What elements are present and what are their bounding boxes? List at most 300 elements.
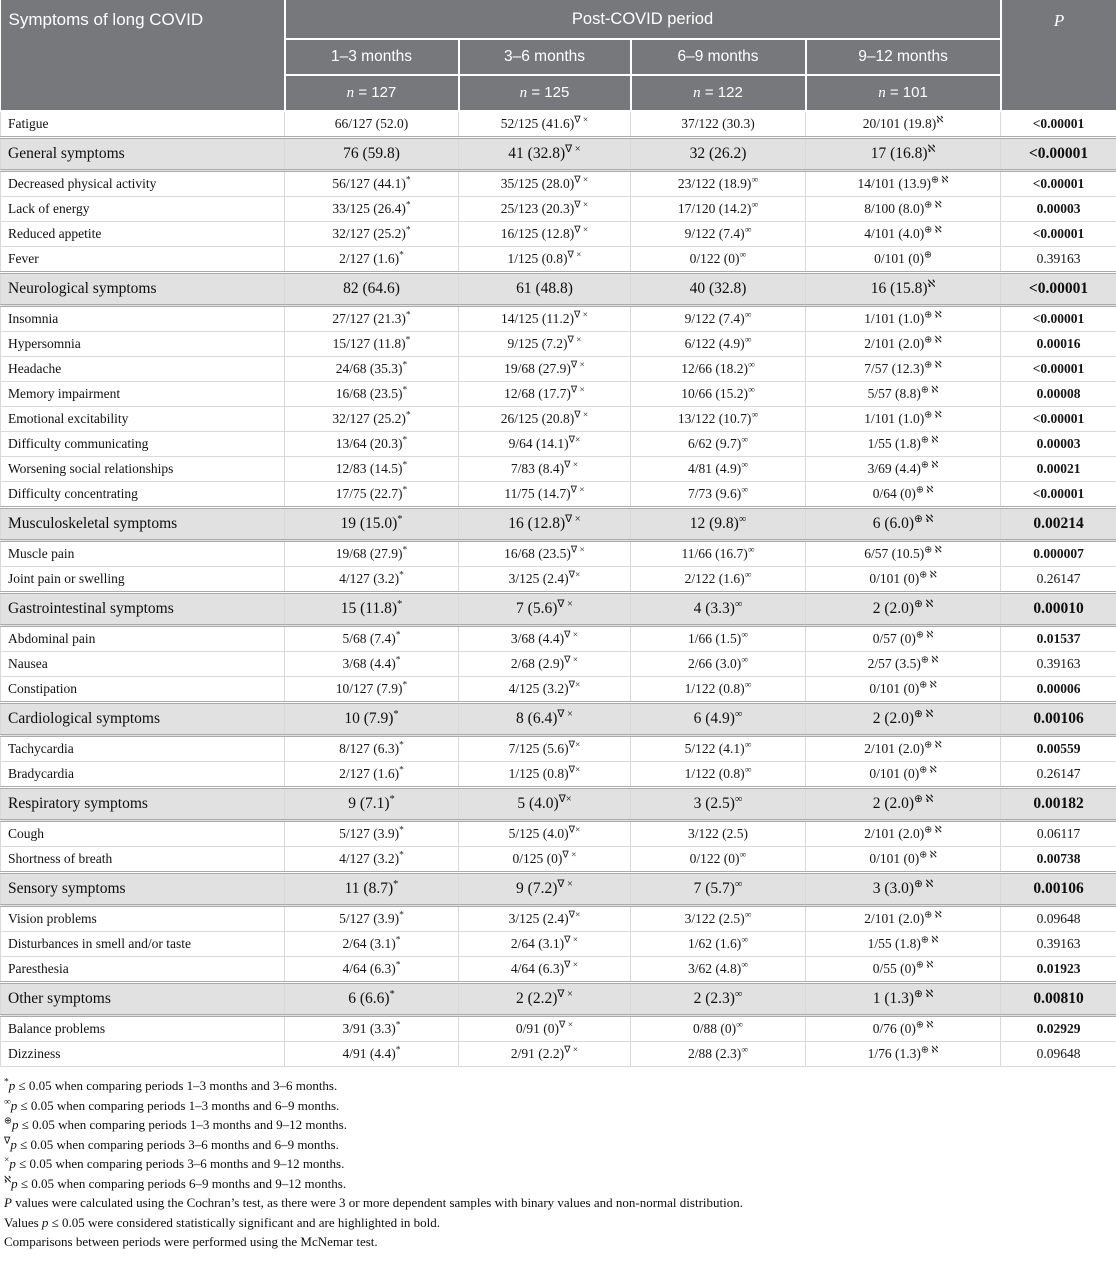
significance-markers: * (399, 571, 404, 581)
significance-markers: ∞ (739, 514, 747, 525)
value-cell: 0/76 $(0)^{\oplus ℵ}$ (806, 1016, 1001, 1042)
significance-markers: * (403, 386, 408, 396)
value-cell: 23/122 (18.9)∞ (631, 171, 806, 197)
significance-markers: * (396, 1021, 401, 1031)
value-cell: 66/127 (52.0) (285, 111, 459, 138)
significance-markers: ⊕ ℵ (924, 361, 941, 371)
significance-markers: ⊕ ℵ (914, 514, 933, 525)
significance-markers: ∞ (745, 226, 752, 236)
significance-markers: ∞ (741, 656, 748, 666)
significance-markers: ∇× (569, 571, 581, 581)
symptom-label: Headache (1, 357, 285, 382)
period-header-1-3-months: 1–3 months (285, 39, 459, 75)
symptom-row (1, 567, 1116, 593)
significance-markers: * (390, 794, 395, 805)
symptom-row (1, 222, 1116, 247)
p-value-cell: <0.00001 (1001, 482, 1116, 508)
symptom-row (1, 432, 1116, 457)
header-row-group (1, 0, 1116, 39)
value-cell: 0/64 $(0)^{\oplus ℵ}$ (806, 482, 1001, 508)
p-value-cell: 0.00010 (1001, 593, 1116, 626)
value-cell: 32/127 (25.2)* (285, 222, 459, 247)
significance-markers: ∇ × (571, 361, 585, 371)
significance-markers: ∇ × (564, 631, 578, 641)
value-cell: 3/125 (2.4)∇× (459, 567, 631, 593)
symptom-label: Abdominal pain (1, 626, 285, 652)
symptom-label: Respiratory symptoms (1, 788, 285, 821)
symptom-label: Difficulty concentrating (1, 482, 285, 508)
value-cell: 2/88 (2.3)∞ (631, 1042, 806, 1067)
significance-markers: ∇ × (574, 201, 588, 211)
value-cell: 6 (4.9)∞ (631, 703, 806, 736)
significance-markers: ∇ × (564, 656, 578, 666)
significance-markers: ∞ (745, 681, 752, 691)
significance-markers: ∇ × (574, 411, 588, 421)
p-value-cell: 0.00738 (1001, 847, 1116, 873)
value-cell: 15/127 (11.8)* (285, 332, 459, 357)
significance-markers: ∇ × (567, 336, 581, 346)
value-cell: 11 (8.7)* (285, 873, 459, 906)
symptom-label: Balance problems (1, 1016, 285, 1042)
value-cell: 6 $(6.0)^{\oplus ℵ}$ (806, 508, 1001, 541)
value-cell: 5 (4.0)∇× (459, 788, 631, 821)
significance-markers: ∞ (741, 936, 748, 946)
value-cell: 61 (48.8) (459, 273, 631, 306)
value-cell: 12/83 (14.5)* (285, 457, 459, 482)
period-header-9-12-months: 9–12 months (806, 39, 1001, 75)
p-value-cell: <0.00001 (1001, 171, 1116, 197)
significance-markers: * (403, 546, 408, 556)
value-cell: 3/122 (2.5) (631, 821, 806, 847)
value-cell: 7/83 (8.4)∇ × (459, 457, 631, 482)
symptom-label: Cardiological symptoms (1, 703, 285, 736)
symptom-label: Musculoskeletal symptoms (1, 508, 285, 541)
p-value-cell: 0.00021 (1001, 457, 1116, 482)
p-value-cell: 0.39163 (1001, 652, 1116, 677)
value-cell: 5/122 (4.1)∞ (631, 736, 806, 762)
symptom-row (1, 736, 1116, 762)
value-cell: 1 $(1.3)^{\oplus ℵ}$ (806, 983, 1001, 1016)
significance-markers: ⊕ ℵ (924, 201, 941, 211)
value-cell: 20/101 $(19.8)^ℵ$ (806, 111, 1001, 138)
footnote: P values were calculated using the Cochran’s test, as there were 3 or more dependent samples with binary values and non-normal distribution. (4, 1193, 1110, 1213)
value-cell: 2/127 (1.6)* (285, 762, 459, 788)
value-cell: 7/73 (9.6)∞ (631, 482, 806, 508)
symptom-row (1, 847, 1116, 873)
value-cell: 2/64 (3.1)∇ × (459, 932, 631, 957)
symptom-label: Insomnia (1, 306, 285, 332)
p-value-cell: <0.00001 (1001, 222, 1116, 247)
value-cell: 16 $(15.8)^ℵ$ (806, 273, 1001, 306)
significance-markers: ∞ (736, 1021, 743, 1031)
section-row (1, 508, 1116, 541)
value-cell: 13/64 (20.3)* (285, 432, 459, 457)
value-cell: 0/101 (0)⊕ (806, 247, 1001, 273)
value-cell: 32 (26.2) (631, 138, 806, 171)
value-cell: 0/101 $(0)^{\oplus ℵ}$ (806, 762, 1001, 788)
value-cell: 19/68 (27.9)∇ × (459, 357, 631, 382)
footnote: ∞p ≤ 0.05 when comparing periods 1–3 months and 6–9 months. (4, 1096, 1110, 1116)
significance-markers: * (396, 961, 401, 971)
significance-markers: * (406, 311, 411, 321)
period-header-6-9-months: 6–9 months (631, 39, 806, 75)
section-row (1, 138, 1116, 171)
value-cell: 4 (3.3)∞ (631, 593, 806, 626)
significance-markers: ∞ (740, 251, 747, 261)
footnote: *p ≤ 0.05 when comparing periods 1–3 months and 3–6 months. (4, 1076, 1110, 1096)
symptom-row (1, 482, 1116, 508)
significance-markers: * (399, 851, 404, 861)
p-value-cell: 0.00106 (1001, 703, 1116, 736)
p-value-cell: 0.09648 (1001, 1042, 1116, 1067)
value-cell: 4/91 (4.4)* (285, 1042, 459, 1067)
footnote: $^ℵ$p ≤ 0.05 when comparing periods 6–9 months and 9–12 months. (4, 1174, 1110, 1194)
significance-markers: ⊕ ℵ (919, 851, 936, 861)
value-cell: 2/66 (3.0)∞ (631, 652, 806, 677)
n-count-3-6-months: n = 125 (459, 75, 631, 111)
significance-markers: ∞ (735, 879, 743, 890)
value-cell: 7 (5.7)∞ (631, 873, 806, 906)
symptom-row (1, 197, 1116, 222)
value-cell: 8/127 (6.3)* (285, 736, 459, 762)
symptom-label: Joint pain or swelling (1, 567, 285, 593)
significance-markers: ∇ × (562, 851, 576, 861)
value-cell: 17 $(16.8)^ℵ$ (806, 138, 1001, 171)
value-cell: 0/101 $(0)^{\oplus ℵ}$ (806, 567, 1001, 593)
value-cell: 25/123 (20.3)∇ × (459, 197, 631, 222)
value-cell: 12/66 (18.2)∞ (631, 357, 806, 382)
value-cell: 12 (9.8)∞ (631, 508, 806, 541)
significance-markers: ⊕ ℵ (919, 766, 936, 776)
value-cell: 9/125 (7.2)∇ × (459, 332, 631, 357)
significance-markers: ∇ × (557, 599, 573, 610)
value-cell: 0/101 $(0)^{\oplus ℵ}$ (806, 677, 1001, 703)
significance-markers: ∇ × (574, 176, 588, 186)
symptom-row (1, 652, 1116, 677)
value-cell: 2 $(2.0)^{\oplus ℵ}$ (806, 593, 1001, 626)
significance-markers: ∇ × (574, 226, 588, 236)
value-cell: 2/101 $(2.0)^{\oplus ℵ}$ (806, 821, 1001, 847)
section-row (1, 873, 1116, 906)
significance-markers: ⊕ ℵ (921, 461, 938, 471)
significance-markers: * (403, 361, 408, 371)
symptom-label: Tachycardia (1, 736, 285, 762)
significance-markers: * (396, 1046, 401, 1056)
symptom-label: Constipation (1, 677, 285, 703)
significance-markers: ∞ (741, 486, 748, 496)
value-cell: 2 $(2.0)^{\oplus ℵ}$ (806, 703, 1001, 736)
significance-markers: * (393, 879, 398, 890)
value-cell: 1/101 $(1.0)^{\oplus ℵ}$ (806, 306, 1001, 332)
symptom-label: Paresthesia (1, 957, 285, 983)
value-cell: 35/125 (28.0)∇ × (459, 171, 631, 197)
p-value-cell: 0.39163 (1001, 247, 1116, 273)
significance-markers: ℵ (936, 116, 943, 126)
significance-markers: ℵ (928, 279, 936, 290)
significance-markers: ∞ (741, 436, 748, 446)
p-value-cell: 0.00006 (1001, 677, 1116, 703)
significance-markers: ⊕ ℵ (914, 709, 933, 720)
value-cell: 32/127 (25.2)* (285, 407, 459, 432)
symptom-label: Emotional excitability (1, 407, 285, 432)
significance-markers: ∇ × (564, 1046, 578, 1056)
significance-markers: * (399, 741, 404, 751)
significance-markers: ⊕ ℵ (924, 826, 941, 836)
value-cell: 41 (32.8)∇ × (459, 138, 631, 171)
p-value-cell: 0.00214 (1001, 508, 1116, 541)
symptom-row (1, 171, 1116, 197)
p-value-cell: 0.01923 (1001, 957, 1116, 983)
significance-markers: ⊕ ℵ (914, 794, 933, 805)
p-value-cell: 0.00003 (1001, 432, 1116, 457)
value-cell: 9 (7.1)* (285, 788, 459, 821)
significance-markers: ⊕ ℵ (921, 656, 938, 666)
significance-markers: * (396, 656, 401, 666)
significance-markers: ⊕ ℵ (919, 681, 936, 691)
value-cell: 9 (7.2)∇ × (459, 873, 631, 906)
symptom-row (1, 906, 1116, 932)
significance-markers: ∇× (569, 681, 581, 691)
symptom-row (1, 111, 1116, 138)
value-cell: 0/91 (0)∇ × (459, 1016, 631, 1042)
value-cell: 19 (15.0)* (285, 508, 459, 541)
value-cell: 52/125 (41.6)∇ × (459, 111, 631, 138)
value-cell: 8/100 $(8.0)^{\oplus ℵ}$ (806, 197, 1001, 222)
value-cell: 15 (11.8)* (285, 593, 459, 626)
symptom-label: General symptoms (1, 138, 285, 171)
p-value-cell: <0.00001 (1001, 138, 1116, 171)
p-value-cell: 0.00182 (1001, 788, 1116, 821)
value-cell: 1/55 $(1.8)^{\oplus ℵ}$ (806, 932, 1001, 957)
significance-markers: ∇ × (564, 936, 578, 946)
p-column-header: P (1001, 0, 1116, 111)
symptom-row (1, 762, 1116, 788)
symptom-label: Lack of energy (1, 197, 285, 222)
significance-markers: ∞ (751, 176, 758, 186)
value-cell: 5/127 (3.9)* (285, 906, 459, 932)
significance-markers: * (396, 631, 401, 641)
symptom-row (1, 306, 1116, 332)
value-cell: 9/64 (14.1)∇× (459, 432, 631, 457)
table-header (1, 0, 1116, 111)
significance-markers: ⊕ ℵ (924, 336, 941, 346)
symptom-row (1, 357, 1116, 382)
symptom-label: Decreased physical activity (1, 171, 285, 197)
post-covid-period-header: Post-COVID period (285, 0, 1001, 39)
p-value-cell: 0.01537 (1001, 626, 1116, 652)
significance-markers: ∞ (741, 1046, 748, 1056)
value-cell: 0/88 (0)∞ (631, 1016, 806, 1042)
significance-markers: * (399, 251, 404, 261)
symptom-label: Muscle pain (1, 541, 285, 567)
symptom-label: Cough (1, 821, 285, 847)
significance-markers: * (399, 911, 404, 921)
value-cell: 5/125 (4.0)∇× (459, 821, 631, 847)
value-cell: 4/127 (3.2)* (285, 847, 459, 873)
significance-markers: ∇ × (571, 546, 585, 556)
significance-markers: ∞ (748, 546, 755, 556)
value-cell: 11/75 (14.7)∇ × (459, 482, 631, 508)
value-cell: 6/62 (9.7)∞ (631, 432, 806, 457)
symptom-label: Fatigue (1, 111, 285, 138)
value-cell: 2/57 $(3.5)^{\oplus ℵ}$ (806, 652, 1001, 677)
significance-markers: ∞ (735, 794, 743, 805)
value-cell: 3/68 (4.4)∇ × (459, 626, 631, 652)
symptom-label: Disturbances in smell and/or taste (1, 932, 285, 957)
value-cell: 1/122 (0.8)∞ (631, 677, 806, 703)
value-cell: 3/125 (2.4)∇× (459, 906, 631, 932)
significance-markers: * (393, 709, 398, 720)
significance-markers: ∇× (569, 766, 581, 776)
significance-markers: ∞ (741, 461, 748, 471)
value-cell: 1/125 (0.8)∇× (459, 762, 631, 788)
significance-markers: ⊕ ℵ (924, 546, 941, 556)
p-value-cell: 0.26147 (1001, 762, 1116, 788)
value-cell: 2 $(2.0)^{\oplus ℵ}$ (806, 788, 1001, 821)
significance-markers: ⊕ ℵ (921, 936, 938, 946)
significance-markers: ∞ (748, 386, 755, 396)
value-cell: 3 $(3.0)^{\oplus ℵ}$ (806, 873, 1001, 906)
p-value-cell: 0.00559 (1001, 736, 1116, 762)
significance-markers: * (406, 226, 411, 236)
significance-markers: ∇ × (571, 386, 585, 396)
value-cell: 1/125 (0.8)∇ × (459, 247, 631, 273)
value-cell: 2/91 (2.2)∇ × (459, 1042, 631, 1067)
value-cell: 0/101 $(0)^{\oplus ℵ}$ (806, 847, 1001, 873)
value-cell: 0/125 (0)∇ × (459, 847, 631, 873)
symptom-label: Nausea (1, 652, 285, 677)
section-row (1, 273, 1116, 306)
value-cell: 16 (12.8)∇ × (459, 508, 631, 541)
value-cell: 2/68 (2.9)∇ × (459, 652, 631, 677)
significance-markers: ∇ × (557, 879, 573, 890)
value-cell: 3/68 (4.4)* (285, 652, 459, 677)
symptom-label: Sensory symptoms (1, 873, 285, 906)
significance-markers: ∞ (745, 571, 752, 581)
significance-markers: ⊕ ℵ (924, 411, 941, 421)
significance-markers: ∇ × (567, 251, 581, 261)
significance-markers: ∞ (735, 709, 743, 720)
significance-markers: * (406, 411, 411, 421)
significance-markers: ∞ (741, 631, 748, 641)
p-value-cell: <0.00001 (1001, 273, 1116, 306)
value-cell: 2 (2.3)∞ (631, 983, 806, 1016)
symptom-label: Other symptoms (1, 983, 285, 1016)
symptom-label: Fever (1, 247, 285, 273)
symptom-row (1, 932, 1116, 957)
value-cell: 13/122 (10.7)∞ (631, 407, 806, 432)
p-value-cell: 0.000007 (1001, 541, 1116, 567)
value-cell: 1/62 (1.6)∞ (631, 932, 806, 957)
value-cell: 26/125 (20.8)∇ × (459, 407, 631, 432)
value-cell: 27/127 (21.3)* (285, 306, 459, 332)
value-cell: 2/101 $(2.0)^{\oplus ℵ}$ (806, 906, 1001, 932)
symptom-label: Bradycardia (1, 762, 285, 788)
n-count-6-9-months: n = 122 (631, 75, 806, 111)
n-count-1-3-months: n = 127 (285, 75, 459, 111)
n-count-9-12-months: n = 101 (806, 75, 1001, 111)
symptom-row (1, 541, 1116, 567)
symptom-row (1, 1042, 1116, 1067)
value-cell: 1/55 $(1.8)^{\oplus ℵ}$ (806, 432, 1001, 457)
significance-markers: ∇ × (574, 116, 588, 126)
value-cell: 4/125 (3.2)∇× (459, 677, 631, 703)
significance-markers: * (403, 681, 408, 691)
significance-markers: * (406, 201, 411, 211)
significance-markers: * (406, 176, 411, 186)
value-cell: 2/101 $(2.0)^{\oplus ℵ}$ (806, 332, 1001, 357)
significance-markers: * (403, 486, 408, 496)
value-cell: 17/75 (22.7)* (285, 482, 459, 508)
value-cell: 4/127 (3.2)* (285, 567, 459, 593)
symptom-row (1, 457, 1116, 482)
value-cell: 3/91 (3.3)* (285, 1016, 459, 1042)
significance-markers: ⊕ ℵ (924, 226, 941, 236)
p-value-cell: <0.00001 (1001, 306, 1116, 332)
value-cell: 24/68 (35.3)* (285, 357, 459, 382)
significance-markers: * (390, 989, 395, 1000)
significance-markers: ∇ × (557, 709, 573, 720)
p-value-cell: 0.00016 (1001, 332, 1116, 357)
symptom-row (1, 821, 1116, 847)
value-cell: 16/125 (12.8)∇ × (459, 222, 631, 247)
p-value-cell: 0.26147 (1001, 567, 1116, 593)
significance-markers: ⊕ ℵ (914, 989, 933, 1000)
value-cell: 4/81 (4.9)∞ (631, 457, 806, 482)
p-value-cell: <0.00001 (1001, 407, 1116, 432)
p-value-cell: <0.00001 (1001, 357, 1116, 382)
symptom-label: Worsening social relationships (1, 457, 285, 482)
significance-markers: ∞ (745, 766, 752, 776)
symptom-label: Shortness of breath (1, 847, 285, 873)
significance-markers: ⊕ ℵ (916, 486, 933, 496)
symptom-label: Memory impairment (1, 382, 285, 407)
significance-markers: ⊕ ℵ (924, 741, 941, 751)
value-cell: 2/127 (1.6)* (285, 247, 459, 273)
value-cell: 3/69 $(4.4)^{\oplus ℵ}$ (806, 457, 1001, 482)
value-cell: 4/64 (6.3)∇ × (459, 957, 631, 983)
value-cell: 1/122 (0.8)∞ (631, 762, 806, 788)
footnote: ×p ≤ 0.05 when comparing periods 3–6 months and 9–12 months. (4, 1154, 1110, 1174)
value-cell: 14/125 (11.2)∇ × (459, 306, 631, 332)
value-cell: 10/66 (15.2)∞ (631, 382, 806, 407)
significance-markers: ⊕ ℵ (921, 1046, 938, 1056)
value-cell: 2/64 (3.1)* (285, 932, 459, 957)
value-cell: 12/68 (17.7)∇ × (459, 382, 631, 407)
footnote: Values p ≤ 0.05 were considered statistically significant and are highlighted in bold. (4, 1213, 1110, 1233)
p-value-cell: 0.00003 (1001, 197, 1116, 222)
significance-markers: ∞ (745, 336, 752, 346)
value-cell: 5/68 (7.4)* (285, 626, 459, 652)
value-cell: 37/122 (30.3) (631, 111, 806, 138)
significance-markers: ∞ (748, 361, 755, 371)
p-value-cell: 0.09648 (1001, 906, 1116, 932)
value-cell: 7 (5.6)∇ × (459, 593, 631, 626)
value-cell: 9/122 (7.4)∞ (631, 222, 806, 247)
significance-markers: ℵ (928, 144, 936, 155)
value-cell: 16/68 (23.5)* (285, 382, 459, 407)
significance-markers: ∞ (751, 411, 758, 421)
symptom-label: Neurological symptoms (1, 273, 285, 306)
significance-markers: ⊕ ℵ (919, 571, 936, 581)
p-value-cell: 0.02929 (1001, 1016, 1116, 1042)
significance-markers: ∇ × (557, 989, 573, 1000)
symptom-row (1, 407, 1116, 432)
value-cell: 1/66 (1.5)∞ (631, 626, 806, 652)
symptom-label: Gastrointestinal symptoms (1, 593, 285, 626)
symptom-row (1, 332, 1116, 357)
value-cell: 10/127 (7.9)* (285, 677, 459, 703)
